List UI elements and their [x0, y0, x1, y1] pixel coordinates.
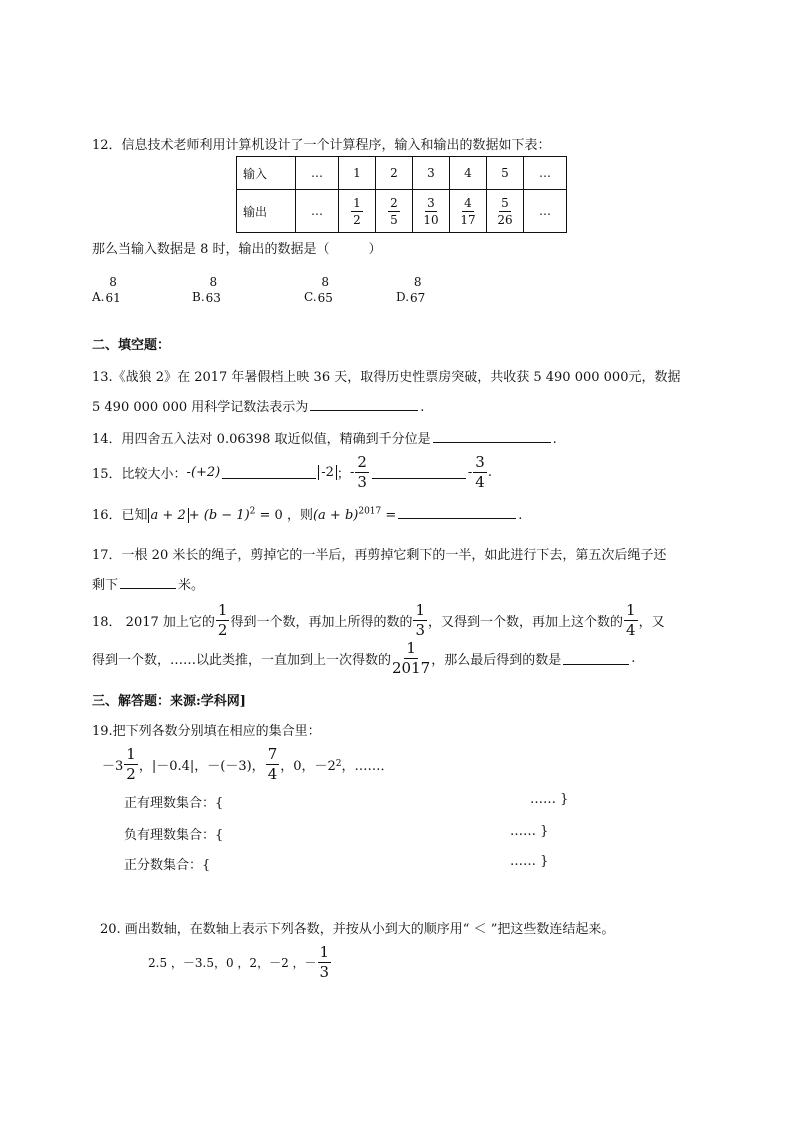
q18-text: ，又得到一个数，再加上这个数的	[428, 614, 624, 630]
abs-expr: -2	[318, 465, 337, 480]
q16-text: = 0 ，则	[259, 508, 313, 523]
answer-blank	[120, 587, 176, 589]
number: －3	[102, 758, 124, 774]
answer-blank	[372, 477, 466, 479]
set-positive-rational-tail: …… }	[530, 792, 569, 807]
fraction: 8 61	[105, 275, 121, 305]
table-cell: 5	[487, 157, 524, 190]
answer-blank	[433, 441, 551, 443]
set-positive-fraction-label: 正分数集合：{	[124, 858, 211, 873]
q17-text: 米。	[178, 578, 205, 593]
numbers: ，|－0.4|，－(－3)，	[138, 758, 265, 774]
numbers: 2.5 ，－3.5，0 ，2，－2 ，－	[148, 955, 317, 970]
set-negative-rational-label: 负有理数集合：{	[124, 828, 224, 843]
q18-text: 得到一个数，……以此类推，一直加到上一次得数的	[92, 652, 392, 668]
q14-text: 14．用四舍五入法对 0.06398 取近似值，精确到千分位是	[92, 432, 431, 447]
table-cell: …	[296, 157, 339, 190]
answer-blank	[222, 477, 316, 479]
fraction: $\frac{1}{3}$	[415, 600, 426, 639]
table-cell	[413, 190, 450, 233]
output-row	[237, 190, 567, 233]
fraction: 8 67	[410, 275, 426, 305]
q17-line1: 17．一根 20 米长的绳子，剪掉它的一半后，再剪掉它剩下的一半，如此进行下去，第五次后绳子还	[92, 548, 667, 563]
q18-text: 18． 2017 加上它的	[92, 614, 215, 630]
expr: -(+2)	[186, 464, 221, 480]
q17-text: 剩下	[92, 578, 119, 593]
set-positive-rational-label: 正有理数集合：{	[124, 796, 224, 811]
fraction: $\frac{5}{26}$	[497, 195, 513, 227]
fraction: 8 65	[317, 275, 333, 305]
input-label: 输入	[237, 157, 296, 190]
separator: ；	[336, 466, 350, 482]
q12-text: 12．信息技术老师利用计算机设计了一个计算程序，输入和输出的数据如下表：	[92, 138, 551, 153]
q15	[92, 452, 492, 492]
fraction: $\frac{1}{2}$	[353, 195, 361, 227]
q18-text: ，那么最后得到的数是	[431, 652, 562, 668]
fraction: $\frac{3}{4}$	[475, 452, 485, 491]
exponent: 2	[335, 759, 342, 769]
io-table	[236, 156, 567, 233]
table-cell	[339, 190, 376, 233]
table-cell: 2	[376, 157, 413, 190]
option-label: A.	[92, 290, 105, 304]
answer-blank	[310, 409, 418, 411]
abs-expr: a + 2	[148, 508, 189, 523]
period: .	[552, 432, 557, 447]
q18-line1	[92, 600, 665, 640]
fraction: $\frac{3}{10}$	[423, 195, 439, 227]
sign: -	[467, 464, 473, 480]
table-cell: …	[296, 190, 339, 233]
fraction: $\frac{7}{4}$	[267, 744, 278, 783]
fraction: $\frac{2}{3}$	[357, 452, 367, 491]
exponent: 2017	[358, 506, 382, 517]
fraction: $\frac{1}{2017}$	[392, 638, 431, 677]
fraction: $\frac{1}{3}$	[319, 942, 330, 981]
q16-text: 16．已知	[92, 508, 148, 523]
expr: (a + b)	[312, 508, 359, 523]
input-row	[237, 157, 567, 190]
table-cell: …	[524, 190, 567, 233]
set-negative-rational-tail: …… }	[510, 824, 549, 839]
section-3-heading: 三、解答题：来源:学科网]	[92, 694, 246, 709]
period: .	[420, 400, 425, 415]
q18-line2	[92, 636, 635, 680]
q13-line1: 13.《战狼 2》在 2017 年暑假档上映 36 天，取得历史性票房突破，共收获 5 490 000 000元，数据	[92, 370, 681, 385]
exponent: 2	[249, 506, 256, 517]
numbers: ，……．	[341, 758, 394, 774]
q15-text: 15．比较大小：	[92, 466, 187, 482]
q19-title: 19.把下列各数分别填在相应的集合里：	[92, 724, 321, 739]
table-cell: 4	[450, 157, 487, 190]
expr: + (b − 1)	[188, 508, 250, 523]
option-label: C.	[304, 290, 317, 304]
q13-text: 5 490 000 000 用科学记数法表示为	[92, 400, 309, 415]
option-b	[192, 276, 222, 304]
period: .	[518, 508, 523, 523]
option-label: B.	[192, 290, 205, 304]
section-2-heading: 二、填空题：	[92, 338, 171, 353]
q14	[92, 428, 557, 447]
answer-blank	[563, 663, 629, 665]
option-label: D.	[396, 290, 410, 304]
option-d	[396, 276, 426, 304]
numbers: ，0，－2	[280, 758, 336, 774]
period: .	[631, 650, 636, 666]
q13-line2	[92, 396, 424, 415]
output-label: 输出	[237, 190, 296, 233]
fraction: $\frac{1}{4}$	[626, 600, 636, 639]
table-cell	[450, 190, 487, 233]
fraction: $\frac{2}{5}$	[390, 195, 398, 227]
sign: -	[349, 464, 355, 480]
q20-numbers	[148, 940, 332, 984]
table-cell: 3	[413, 157, 450, 190]
equals: =	[385, 508, 397, 523]
period: .	[487, 464, 492, 480]
set-positive-fraction-tail: …… }	[510, 854, 549, 869]
table-cell: 1	[339, 157, 376, 190]
q18-text: ，又	[638, 614, 665, 630]
option-a	[92, 276, 122, 304]
table-cell: …	[524, 157, 567, 190]
q20-title: 20. 画出数轴，在数轴上表示下列各数，并按从小到大的顺序用“ ＜ ”把这些数连结起来。	[100, 922, 615, 937]
q12-question: 那么当输入数据是 8 时，输出的数据是（ ）	[92, 242, 382, 257]
fraction: $\frac{1}{2}$	[126, 744, 136, 783]
q17-line2	[92, 574, 204, 593]
fraction: 8 63	[205, 275, 221, 305]
fraction: $\frac{4}{17}$	[460, 195, 476, 227]
option-c	[304, 276, 334, 304]
table-cell	[487, 190, 524, 233]
q19-numbers	[102, 744, 394, 784]
answer-blank	[398, 517, 516, 519]
fraction: $\frac{1}{2}$	[217, 600, 228, 639]
q18-text: 得到一个数，再加上所得的数的	[230, 614, 413, 630]
q16	[92, 504, 522, 523]
table-cell	[376, 190, 413, 233]
